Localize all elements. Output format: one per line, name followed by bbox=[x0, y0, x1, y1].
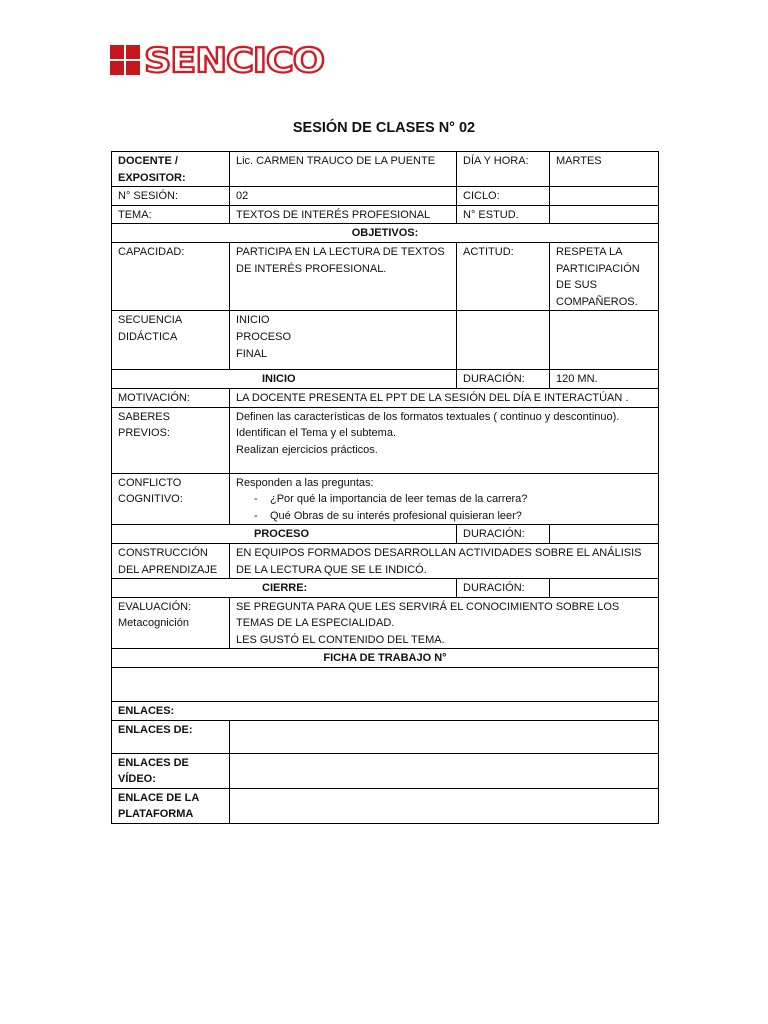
enlaces-de-value bbox=[230, 720, 659, 753]
sencico-logo bbox=[110, 41, 324, 81]
tema-value: TEXTOS DE INTERÉS PROFESIONAL bbox=[230, 205, 457, 224]
capacidad-value: PARTICIPA EN LA LECTURA DE TEXTOS DE INTERÉS PROFESIONAL. bbox=[230, 242, 457, 310]
nestud-label: N° ESTUD. bbox=[457, 205, 550, 224]
capacidad-label: CAPACIDAD: bbox=[112, 242, 230, 310]
saberes-line: Identifican el Tema y el subtema. bbox=[236, 427, 396, 440]
saberes-value bbox=[230, 407, 659, 473]
empty-cell bbox=[550, 311, 659, 370]
actitud-value: RESPETA LA PARTICIPACIÓN DE SUS COMPAÑEROS. bbox=[550, 242, 659, 310]
proceso-duracion-label: DURACIÓN: bbox=[457, 525, 550, 544]
secuencia-list bbox=[230, 311, 457, 370]
proceso-duracion-value bbox=[550, 525, 659, 544]
secuencia-item: FINAL bbox=[236, 347, 268, 360]
conflicto-question-list bbox=[236, 491, 652, 524]
saberes-line: Definen las características de los formatos textuales ( continuo y descontinuo). bbox=[236, 410, 620, 423]
objetivos-header: OBJETIVOS: bbox=[112, 224, 659, 243]
inicio-duracion-label: DURACIÓN: bbox=[457, 370, 550, 389]
logo-emblem-icon bbox=[110, 45, 142, 77]
evaluacion-label: EVALUACIÓN: bbox=[118, 600, 192, 613]
dia-label: DÍA Y HORA: bbox=[457, 152, 550, 187]
proceso-header: PROCESO bbox=[112, 525, 457, 544]
nsesion-label: N° SESIÓN: bbox=[112, 187, 230, 206]
nsesion-value: 02 bbox=[230, 187, 457, 206]
evaluacion-label-cell bbox=[112, 597, 230, 649]
ciclo-value bbox=[550, 187, 659, 206]
logo-wordmark: SENCICO bbox=[144, 41, 324, 81]
motivacion-value: LA DOCENTE PRESENTA EL PPT DE LA SESIÓN DEL DÍA E INTERACTÚAN . bbox=[230, 388, 659, 407]
cierre-header: CIERRE: bbox=[112, 579, 457, 598]
nestud-value bbox=[550, 205, 659, 224]
cierre-duracion-value bbox=[550, 579, 659, 598]
enlace-plataforma-label: ENLACE DE LA PLATAFORMA bbox=[112, 788, 230, 823]
secuencia-label: SECUENCIA DIDÁCTICA bbox=[112, 311, 230, 370]
conflicto-intro: Responden a las preguntas: bbox=[236, 476, 374, 489]
inicio-header: INICIO bbox=[112, 370, 457, 389]
evaluacion-value bbox=[230, 597, 659, 649]
ciclo-label: CICLO: bbox=[457, 187, 550, 206]
saberes-line: Realizan ejercicios prácticos. bbox=[236, 443, 378, 456]
docente-value: Lic. CARMEN TRAUCO DE LA PUENTE bbox=[230, 152, 457, 187]
session-form-table bbox=[111, 151, 659, 824]
evaluacion-line: LES GUSTÓ EL CONTENIDO DEL TEMA. bbox=[236, 633, 445, 646]
conflicto-label: CONFLICTO COGNITIVO: bbox=[112, 473, 230, 525]
enlaces-de-label: ENLACES DE: bbox=[112, 720, 230, 753]
secuencia-item: PROCESO bbox=[236, 330, 292, 343]
enlaces-header: ENLACES: bbox=[112, 702, 659, 721]
secuencia-item: INICIO bbox=[236, 314, 270, 327]
docente-label: DOCENTE / EXPOSITOR: bbox=[112, 152, 230, 187]
motivacion-label: MOTIVACIÓN: bbox=[112, 388, 230, 407]
empty-cell bbox=[457, 311, 550, 370]
actitud-label: ACTITUD: bbox=[457, 242, 550, 310]
construccion-value: EN EQUIPOS FORMADOS DESARROLLAN ACTIVIDADES SOBRE EL ANÁLISIS DE LA LECTURA QUE SE LE INDICÓ. bbox=[230, 543, 659, 578]
enlace-plataforma-value bbox=[230, 788, 659, 823]
cierre-duracion-label: DURACIÓN: bbox=[457, 579, 550, 598]
inicio-duracion-value: 120 MN. bbox=[550, 370, 659, 389]
enlaces-video-value bbox=[230, 753, 659, 788]
dia-value: MARTES bbox=[550, 152, 659, 187]
construccion-label: CONSTRUCCIÓN DEL APRENDIZAJE bbox=[112, 543, 230, 578]
conflicto-question: - ¿Por qué la importancia de leer temas de la carrera? bbox=[258, 491, 652, 508]
ficha-header: FICHA DE TRABAJO N° bbox=[112, 649, 659, 668]
evaluacion-line: SE PREGUNTA PARA QUE LES SERVIRÁ EL CONOCIMIENTO SOBRE LOS TEMAS DE LA ESPECIALIDAD. bbox=[236, 600, 620, 630]
enlaces-video-label: ENLACES DE VÍDEO: bbox=[112, 753, 230, 788]
evaluacion-sublabel: Metacognición bbox=[118, 617, 189, 630]
conflicto-question: - Qué Obras de su interés profesional quisieran leer? bbox=[258, 508, 652, 525]
tema-label: TEMA: bbox=[112, 205, 230, 224]
saberes-label: SABERES PREVIOS: bbox=[112, 407, 230, 473]
page-title: SESIÓN DE CLASES N° 02 bbox=[292, 120, 476, 136]
conflicto-value bbox=[230, 473, 659, 525]
ficha-body bbox=[112, 668, 659, 702]
